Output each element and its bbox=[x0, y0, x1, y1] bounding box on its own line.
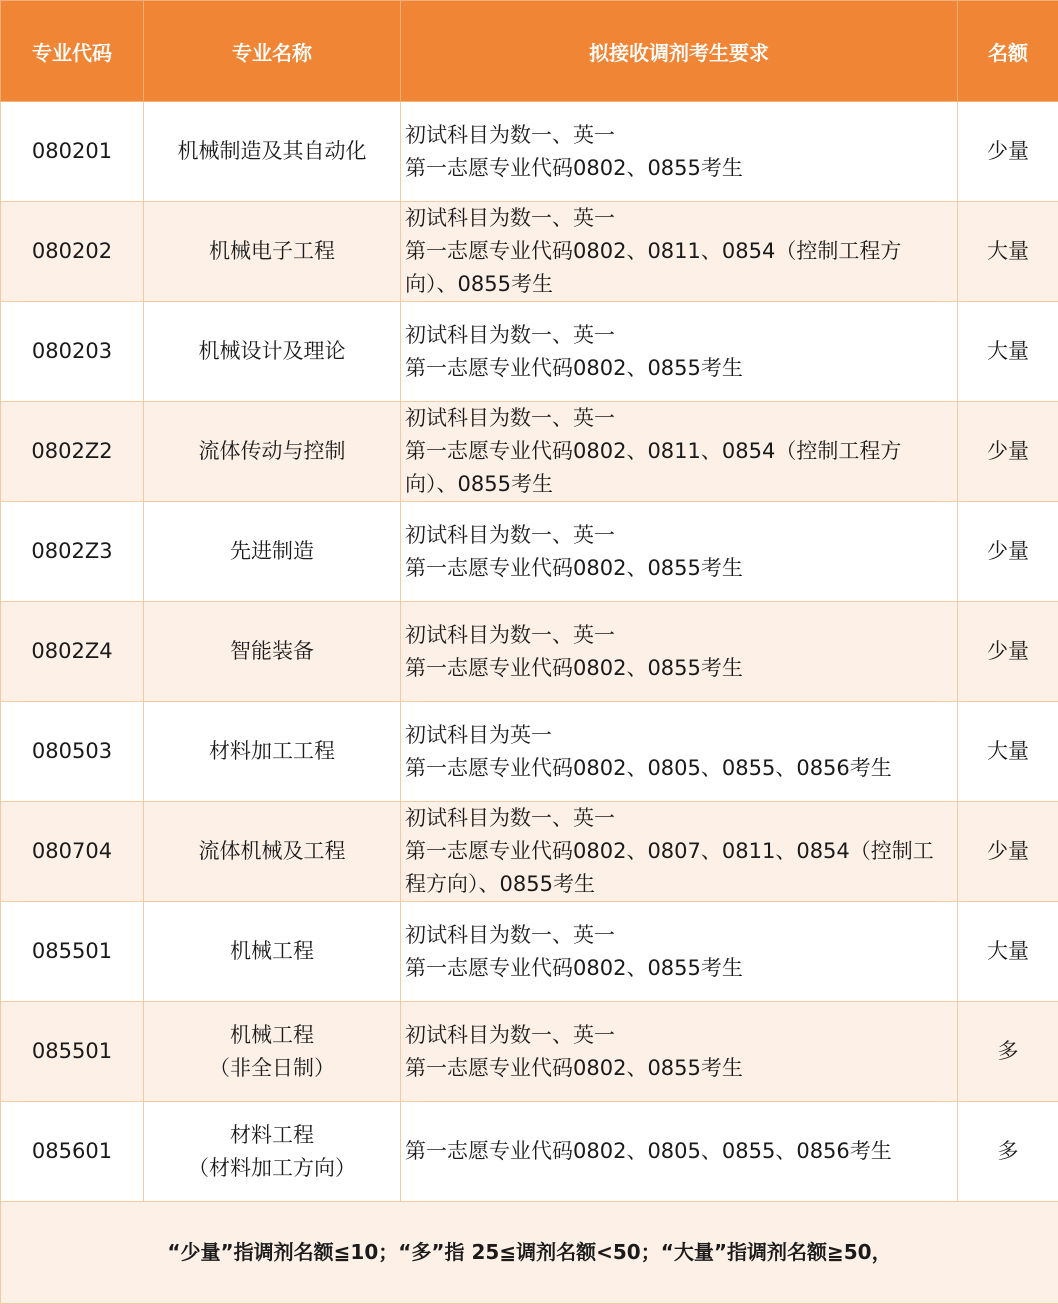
requirement-line: 第一志愿专业代码0802、0811、0854（控制工程方 bbox=[405, 435, 953, 468]
requirement-line: 向）、0855考生 bbox=[405, 468, 953, 501]
table-row bbox=[1, 402, 1058, 502]
header-row bbox=[1, 1, 1058, 102]
requirement-line: 初试科目为数一、英一 bbox=[405, 202, 953, 235]
requirement-line: 初试科目为数一、英一 bbox=[405, 319, 953, 352]
footer-row bbox=[1, 1202, 1058, 1304]
requirement bbox=[401, 802, 958, 902]
requirement-line: 程方向）、0855考生 bbox=[405, 868, 953, 901]
quota: 大量 bbox=[958, 702, 1058, 802]
requirement bbox=[401, 702, 958, 802]
major-name-line: 先进制造 bbox=[144, 535, 400, 568]
major-name-line: 机械工程 bbox=[144, 1019, 400, 1052]
table-row bbox=[1, 1002, 1058, 1102]
major-name-line: 智能装备 bbox=[144, 635, 400, 668]
requirement bbox=[401, 402, 958, 502]
header-name: 专业名称 bbox=[144, 1, 401, 102]
major-code: 0802Z2 bbox=[1, 402, 144, 502]
major-name bbox=[144, 902, 401, 1002]
requirement bbox=[401, 1002, 958, 1102]
major-code: 0802Z3 bbox=[1, 502, 144, 602]
major-name-line: （非全日制） bbox=[144, 1052, 400, 1085]
major-name-line: 机械设计及理论 bbox=[144, 335, 400, 368]
major-code: 085501 bbox=[1, 902, 144, 1002]
quota: 少量 bbox=[958, 102, 1058, 202]
major-name bbox=[144, 102, 401, 202]
footer-note: “少量”指调剂名额≦10；“多”指 25≦调剂名额<50；“大量”指调剂名额≧50， bbox=[1, 1202, 1058, 1304]
major-name bbox=[144, 1102, 401, 1202]
major-code: 0802Z4 bbox=[1, 602, 144, 702]
requirement-line: 第一志愿专业代码0802、0805、0855、0856考生 bbox=[405, 752, 953, 785]
major-name bbox=[144, 1002, 401, 1102]
quota: 少量 bbox=[958, 502, 1058, 602]
quota: 多 bbox=[958, 1002, 1058, 1102]
requirement bbox=[401, 102, 958, 202]
requirement bbox=[401, 1102, 958, 1202]
major-name bbox=[144, 402, 401, 502]
requirement bbox=[401, 302, 958, 402]
quota: 多 bbox=[958, 1102, 1058, 1202]
table-row bbox=[1, 1102, 1058, 1202]
requirement-line: 第一志愿专业代码0802、0855考生 bbox=[405, 952, 953, 985]
major-name-line: 机械制造及其自动化 bbox=[144, 135, 400, 168]
quota: 少量 bbox=[958, 802, 1058, 902]
table-row bbox=[1, 702, 1058, 802]
requirement bbox=[401, 502, 958, 602]
requirement-line: 第一志愿专业代码0802、0855考生 bbox=[405, 352, 953, 385]
major-name-line: 机械电子工程 bbox=[144, 235, 400, 268]
major-name bbox=[144, 202, 401, 302]
major-name bbox=[144, 602, 401, 702]
table-row bbox=[1, 202, 1058, 302]
major-name bbox=[144, 302, 401, 402]
requirement-line: 向）、0855考生 bbox=[405, 268, 953, 301]
requirement-line: 第一志愿专业代码0802、0855考生 bbox=[405, 652, 953, 685]
requirement-line: 第一志愿专业代码0802、0805、0855、0856考生 bbox=[405, 1135, 953, 1168]
table-row bbox=[1, 502, 1058, 602]
requirement-line: 第一志愿专业代码0802、0811、0854（控制工程方 bbox=[405, 235, 953, 268]
requirement-line: 初试科目为数一、英一 bbox=[405, 1019, 953, 1052]
requirement-line: 第一志愿专业代码0802、0807、0811、0854（控制工 bbox=[405, 835, 953, 868]
table-row bbox=[1, 102, 1058, 202]
major-name bbox=[144, 702, 401, 802]
table-body bbox=[1, 102, 1058, 1202]
major-name-line: 机械工程 bbox=[144, 935, 400, 968]
table-row bbox=[1, 802, 1058, 902]
major-code: 080202 bbox=[1, 202, 144, 302]
major-name-line: 流体机械及工程 bbox=[144, 835, 400, 868]
requirement-line: 初试科目为数一、英一 bbox=[405, 519, 953, 552]
table-row bbox=[1, 902, 1058, 1002]
requirement bbox=[401, 602, 958, 702]
requirement-line: 初试科目为数一、英一 bbox=[405, 402, 953, 435]
table-row bbox=[1, 602, 1058, 702]
requirement-line: 初试科目为数一、英一 bbox=[405, 802, 953, 835]
requirement-line: 初试科目为数一、英一 bbox=[405, 919, 953, 952]
table-row bbox=[1, 302, 1058, 402]
quota: 少量 bbox=[958, 602, 1058, 702]
major-code: 085601 bbox=[1, 1102, 144, 1202]
requirement bbox=[401, 202, 958, 302]
requirement-line: 初试科目为英一 bbox=[405, 719, 953, 752]
quota: 大量 bbox=[958, 302, 1058, 402]
major-name-line: 流体传动与控制 bbox=[144, 435, 400, 468]
requirement bbox=[401, 902, 958, 1002]
quota: 大量 bbox=[958, 202, 1058, 302]
requirement-line: 初试科目为数一、英一 bbox=[405, 619, 953, 652]
requirement-line: 第一志愿专业代码0802、0855考生 bbox=[405, 552, 953, 585]
major-name bbox=[144, 502, 401, 602]
header-quota: 名额 bbox=[958, 1, 1058, 102]
header-requirement: 拟接收调剂考生要求 bbox=[401, 1, 958, 102]
major-name-line: 材料工程 bbox=[144, 1119, 400, 1152]
major-code: 080503 bbox=[1, 702, 144, 802]
quota: 少量 bbox=[958, 402, 1058, 502]
major-code: 085501 bbox=[1, 1002, 144, 1102]
requirement-line: 第一志愿专业代码0802、0855考生 bbox=[405, 152, 953, 185]
major-name-line: 材料加工工程 bbox=[144, 735, 400, 768]
major-code: 080203 bbox=[1, 302, 144, 402]
quota: 大量 bbox=[958, 902, 1058, 1002]
header-code: 专业代码 bbox=[1, 1, 144, 102]
requirement-line: 第一志愿专业代码0802、0855考生 bbox=[405, 1052, 953, 1085]
major-code: 080704 bbox=[1, 802, 144, 902]
major-name bbox=[144, 802, 401, 902]
major-name-line: （材料加工方向） bbox=[144, 1152, 400, 1185]
requirement-line: 初试科目为数一、英一 bbox=[405, 119, 953, 152]
major-code: 080201 bbox=[1, 102, 144, 202]
